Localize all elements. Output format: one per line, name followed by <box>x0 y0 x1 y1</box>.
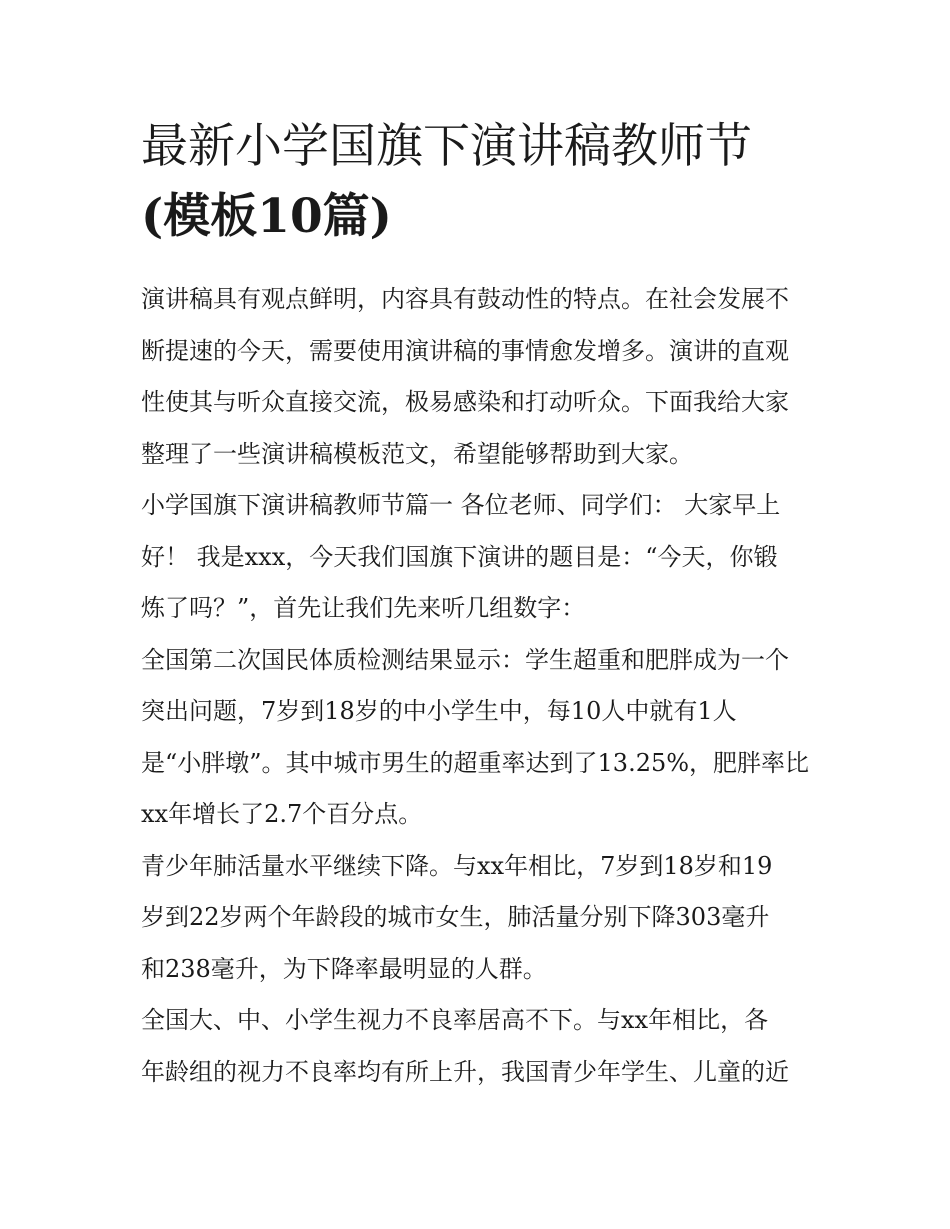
body-paragraph <box>141 995 813 1098</box>
paragraph-line: 整理了一些演讲稿模板范文，希望能够帮助到大家。 <box>141 439 693 468</box>
document-page <box>141 112 813 1098</box>
document-title <box>141 112 813 252</box>
paragraph-line: 岁到22岁两个年龄段的城市女生，肺活量分别下降303毫升 <box>141 903 770 931</box>
paragraph-line: 全国第二次国民体质检测结果显示：学生超重和肥胖成为一个 <box>141 645 789 674</box>
paragraph-line: 突出问题，7岁到18岁的中小学生中，每10人中就有1人 <box>141 697 737 725</box>
document-body <box>141 274 813 1098</box>
title-line-1: 最新小学国旗下演讲稿教师节 <box>141 119 752 174</box>
body-paragraph <box>141 635 813 841</box>
paragraph-line: 青少年肺活量水平继续下降。与xx年相比，7岁到18岁和19 <box>141 851 773 880</box>
paragraph-line: 断提速的今天，需要使用演讲稿的事情愈发增多。演讲的直观 <box>141 336 789 365</box>
paragraph-line: 全国大、中、小学生视力不良率居高不下。与xx年相比，各 <box>141 1006 769 1034</box>
paragraph-line: 和238毫升，为下降率最明显的人群。 <box>141 954 547 983</box>
body-paragraph <box>141 480 813 635</box>
paragraph-line: 好！ 我是xxx，今天我们国旗下演讲的题目是：“今天，你锻 <box>141 542 778 571</box>
paragraph-line: 演讲稿具有观点鲜明，内容具有鼓动性的特点。在社会发展不 <box>141 285 789 313</box>
paragraph-line: 小学国旗下演讲稿教师节篇一 各位老师、同学们： 大家早上 <box>141 491 781 519</box>
paragraph-line: 是“小胖墩”。其中城市男生的超重率达到了13.25%，肥胖率比 <box>141 748 810 777</box>
paragraph-line: xx年增长了2.7个百分点。 <box>141 800 423 828</box>
paragraph-line: 性使其与听众直接交流，极易感染和打动听众。下面我给大家 <box>141 388 789 416</box>
title-line-2: (模板10篇) <box>141 189 392 244</box>
body-paragraph <box>141 274 813 480</box>
paragraph-line: 炼了吗？”，首先让我们先来听几组数字： <box>141 594 586 622</box>
paragraph-line: 年龄组的视力不良率均有所上升，我国青少年学生、儿童的近 <box>141 1057 789 1086</box>
body-paragraph <box>141 841 813 996</box>
